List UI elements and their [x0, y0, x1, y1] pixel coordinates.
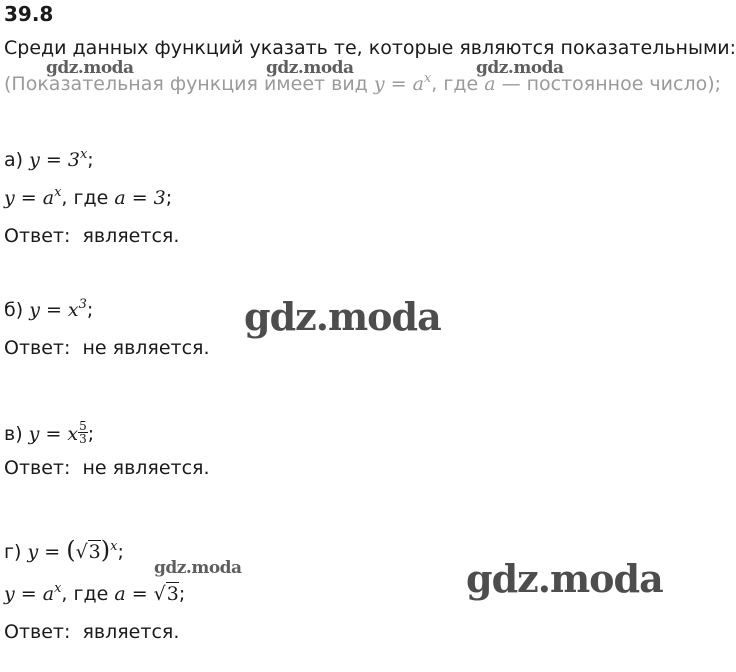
- problem-statement: Среди данных функций указать те, которые являются показательными:: [4, 37, 736, 59]
- definition-note-prefix: (Показательная функция имеет вид: [4, 73, 374, 95]
- sqrt-3: √3: [75, 541, 101, 563]
- answer-text: не является.: [82, 337, 210, 359]
- item-g-label: г): [4, 541, 22, 563]
- exponent-fraction: $\frac{5}{3}$: [79, 419, 87, 446]
- item-b-answer: [4, 336, 210, 360]
- item-b-label: б): [4, 299, 24, 321]
- item-v-formula: y = x: [28, 423, 79, 445]
- answer-text: является.: [82, 621, 180, 643]
- answer-label: Ответ:: [4, 457, 71, 479]
- item-a-a-value: a = 3: [114, 187, 166, 209]
- item-v-answer: [4, 456, 210, 480]
- watermark-logo: gdz.moda: [154, 558, 242, 578]
- item-b-formula: $y = x^3$: [29, 297, 87, 321]
- answer-label: Ответ:: [4, 621, 71, 643]
- item-g-substitution: $y = a^x$, где a = √3;: [4, 581, 186, 605]
- item-a-label: а): [4, 149, 24, 171]
- item-g-a-value: a =: [114, 583, 154, 605]
- item-a-function: а) $y = 3^x$;: [4, 147, 94, 171]
- item-g-function: г) $y = (√3)^x$;: [4, 536, 124, 564]
- definition-note-suffix: — постоянное число);: [495, 73, 722, 95]
- answer-text: является.: [82, 225, 180, 247]
- watermark-logo: gdz.moda: [476, 58, 564, 78]
- item-v-function: в) y = x $\frac{5}{3}$ ;: [4, 419, 95, 446]
- watermark-logo: gdz.moda: [466, 556, 663, 601]
- item-g-where: , где: [61, 583, 115, 605]
- item-a-answer: [4, 224, 179, 248]
- item-g-formula: y =: [27, 541, 67, 563]
- problem-number: 39.8: [4, 2, 54, 26]
- variable-a: a: [484, 73, 496, 95]
- item-g-answer: [4, 620, 179, 644]
- watermark-logo: gdz.moda: [244, 294, 441, 339]
- answer-label: Ответ:: [4, 337, 71, 359]
- formula-general: $y = a^x$: [373, 71, 432, 95]
- definition-note-middle: , где: [431, 73, 485, 95]
- item-a-formula: $y = 3^x$: [29, 147, 88, 171]
- item-v-label: в): [4, 423, 23, 445]
- sqrt-3-value: √3: [153, 583, 179, 605]
- watermark-logo: gdz.moda: [266, 58, 354, 78]
- item-a-where: , где: [61, 187, 115, 209]
- item-b-function: б) $y = x^3$;: [4, 297, 94, 321]
- answer-label: Ответ:: [4, 225, 71, 247]
- item-g-general: $y = a^x$: [4, 581, 62, 605]
- watermark-logo: gdz.moda: [46, 58, 134, 78]
- answer-text: не является.: [82, 457, 210, 479]
- item-a-substitution: $y = a^x$, где a = 3;: [4, 185, 173, 209]
- item-a-general: $y = a^x$: [4, 185, 62, 209]
